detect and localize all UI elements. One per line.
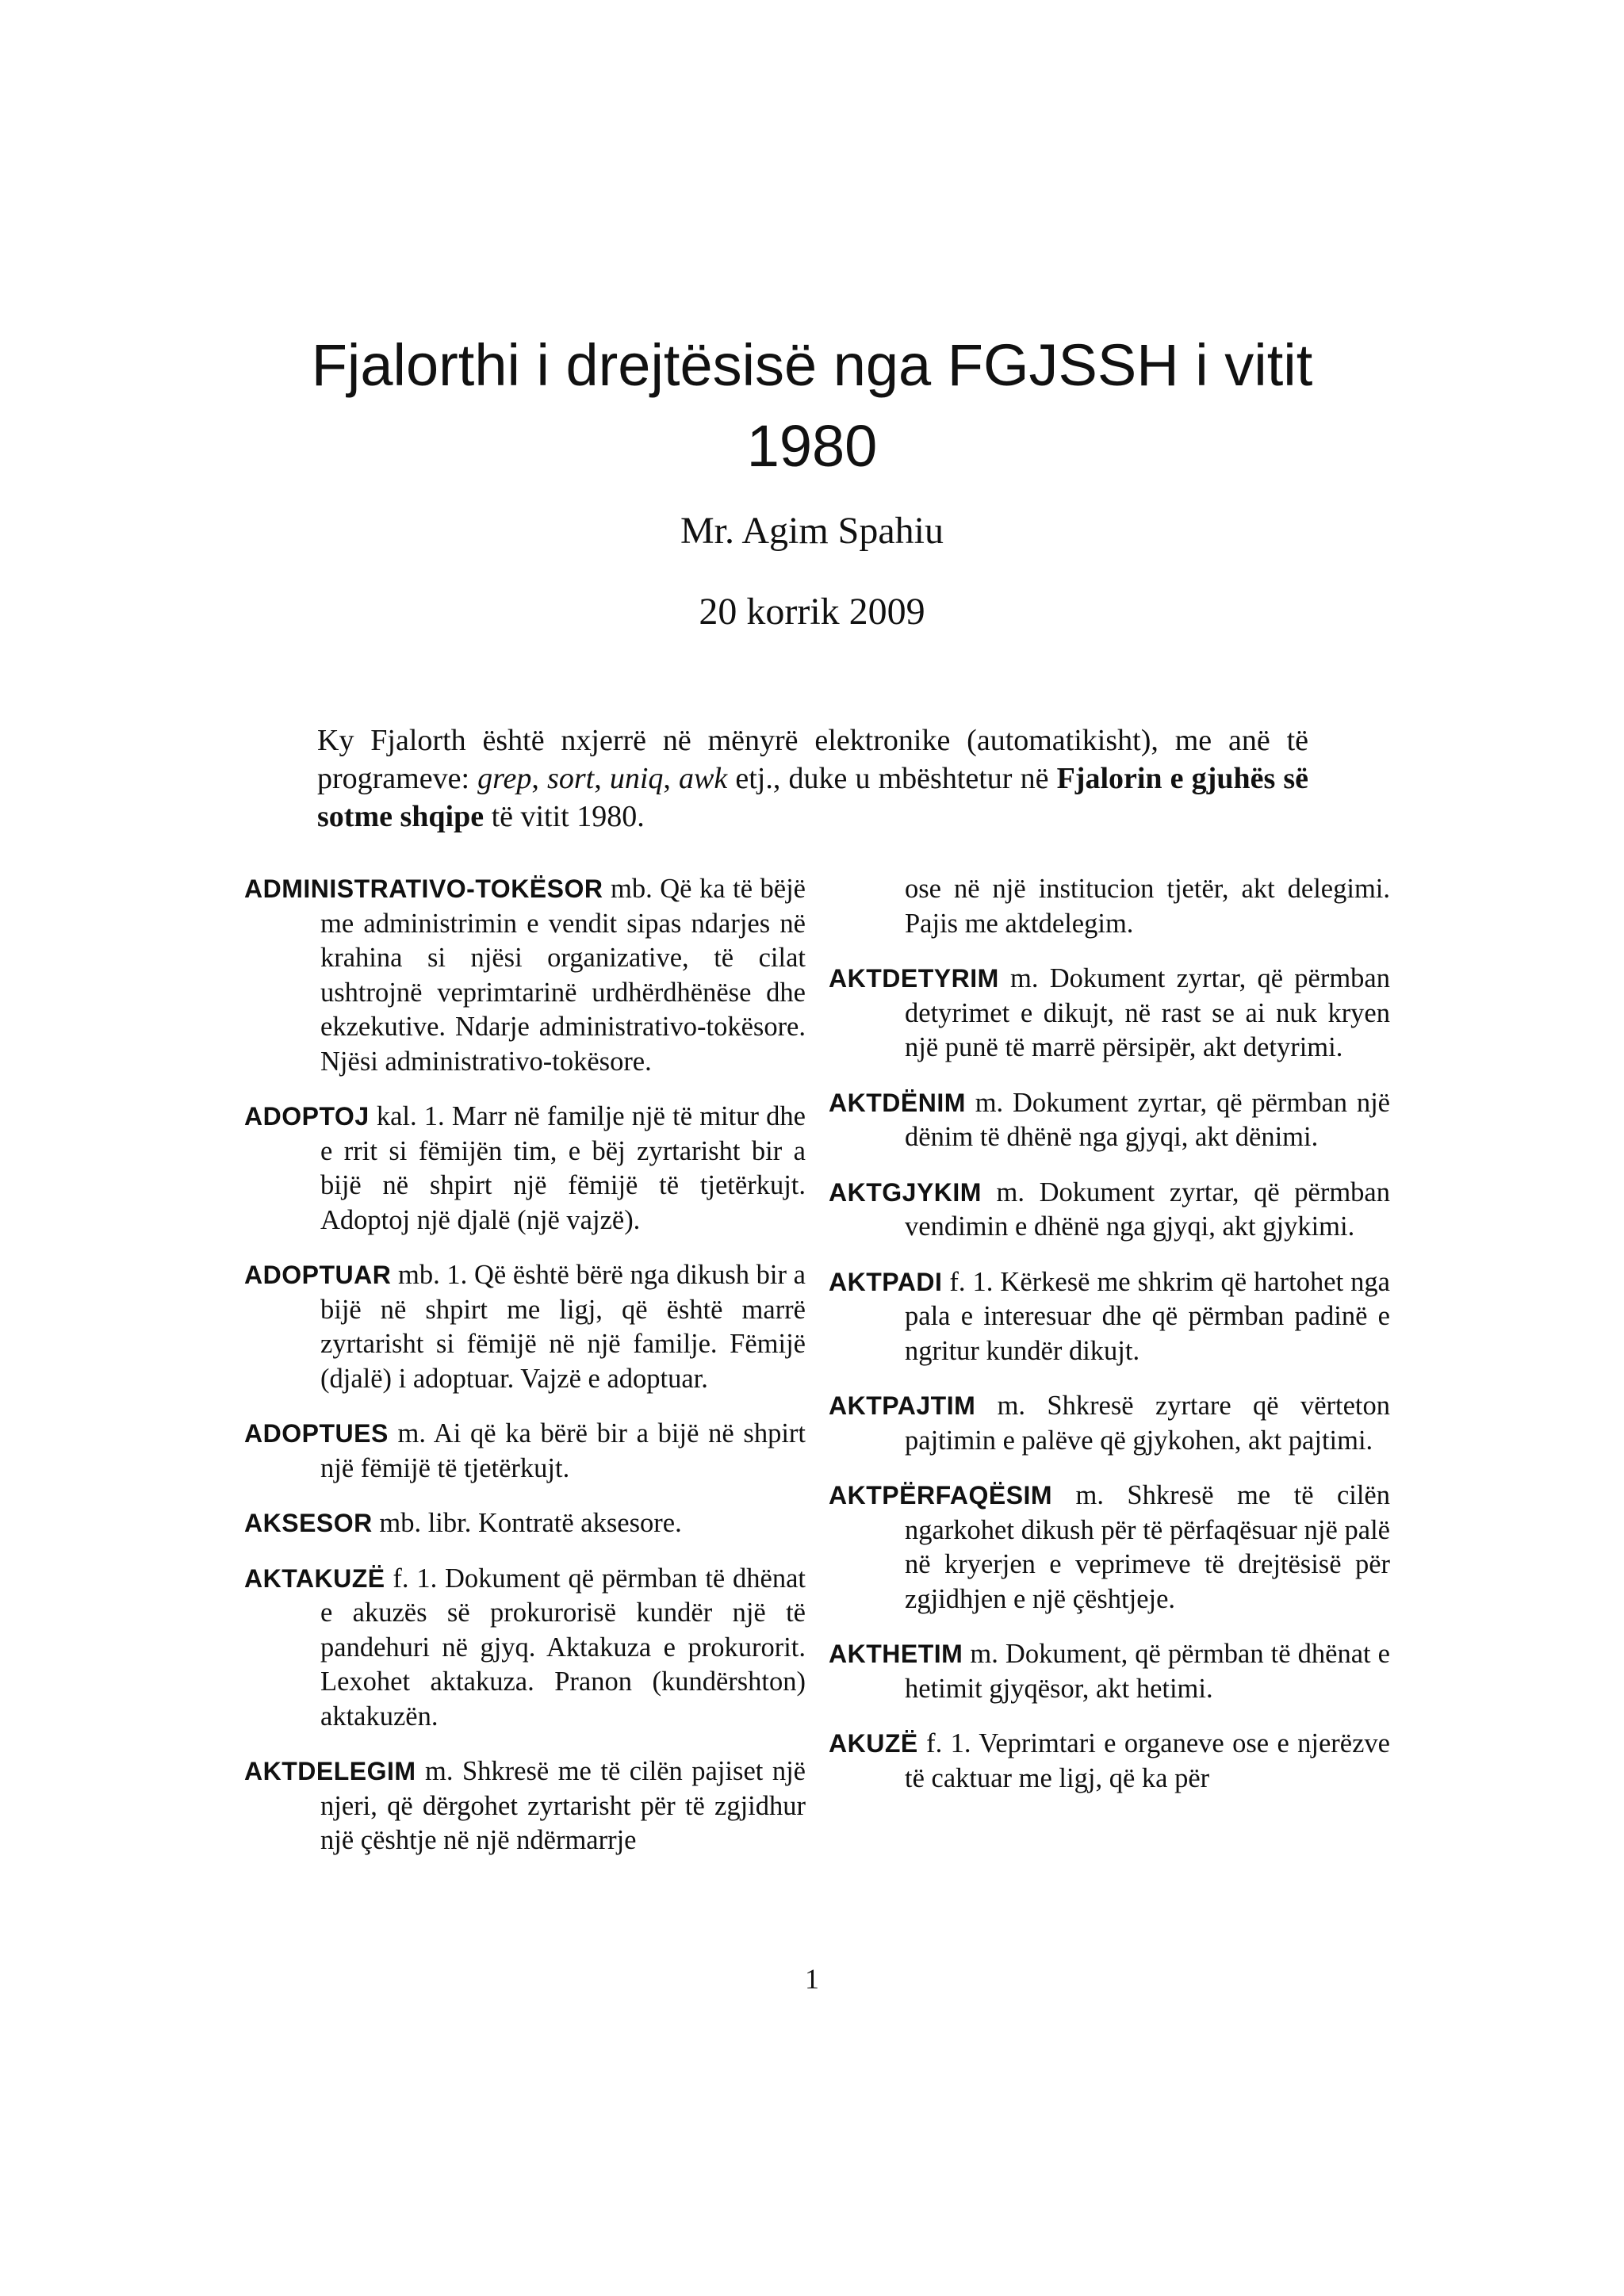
- abstract: [317, 721, 1308, 836]
- definition: m. Dokument zyrtar, që përmban detyrimet e dikujt, në rast se ai nuk kryen një punë të marrë përsipër, akt detyrimi.: [905, 963, 1390, 1062]
- dictionary-entry: [244, 1417, 806, 1486]
- headword: ADOPTOJ: [244, 1102, 370, 1131]
- definition: m. Shkresë zyrtare që vërteton pajtimin e palëve që gjykohen, akt pajtimi.: [905, 1391, 1390, 1456]
- definition: mb. 1. Që është bërë nga dikush bir a bijë në shpirt me ligj, që është marrë zyrtarisht si fëmijë në një familje. Fëmijë (djalë) i adoptuar. Vajzë e adoptuar.: [320, 1260, 806, 1394]
- tool-name: grep: [477, 762, 532, 795]
- headword: AKTAKUZË: [244, 1563, 385, 1593]
- tool-name: awk: [679, 762, 728, 795]
- headword: AKTDELEGIM: [244, 1757, 416, 1785]
- dictionary-entry: [829, 1479, 1390, 1617]
- page-number: 1: [805, 1963, 819, 1995]
- headword: AKTHETIM: [829, 1640, 963, 1668]
- tool-name: uniq: [609, 762, 664, 795]
- abstract-text: të vitit 1980.: [484, 800, 645, 833]
- headword: AKTDETYRIM: [829, 964, 999, 993]
- headword: AKTPËRFAQËSIM: [829, 1481, 1053, 1510]
- dictionary-entry: [829, 1176, 1390, 1245]
- definition: f. 1. Dokument që përmban të dhënat e akuzës së prokurorisë kundër një të pandehuri në gjyq. Aktakuza e prokurorit. Lexohet aktakuza. Pranon (kundërshton) aktakuzën.: [320, 1563, 806, 1732]
- definition: m. Shkresë me të cilën ngarkohet dikush për të përfaqësuar një palë në kryerjen e veprimeve të drejtësisë për zgjidhjen e një çështjeje.: [905, 1480, 1390, 1614]
- dictionary-entry: [244, 1755, 806, 1858]
- definition: mb. libr. Kontratë aksesore.: [372, 1508, 682, 1538]
- abstract-text: etj., duke u mbështetur në: [727, 762, 1057, 795]
- headword: ADOPTUAR: [244, 1261, 392, 1289]
- headword: AKSESOR: [244, 1509, 373, 1537]
- right-column: [829, 872, 1390, 1816]
- dictionary-name: Fjalorin e gjuhës së sotme shqipe: [317, 762, 1309, 833]
- tool-name: sort: [547, 762, 595, 795]
- headword: AKTPADI: [829, 1267, 943, 1296]
- dictionary-entry: [829, 962, 1390, 1066]
- dictionary-entry: [829, 1389, 1390, 1458]
- dictionary-entry: [244, 1562, 806, 1735]
- definition: mb. Që ka të bëjë me administrimin e vendit sipas ndarjes në krahina si njësi organizative, të cilat ushtrojnë veprimtarinë urdhërdhënëse dhe ekzekutive. Ndarje administrativo-tokësore. Njësi administrativo-tokësore.: [320, 874, 806, 1077]
- dictionary-entry: [829, 1727, 1390, 1796]
- entry-continuation: ose në një institucion tjetër, akt delegimi. Pajis me aktdelegim.: [905, 874, 1390, 939]
- date: 20 korrik 2009: [699, 591, 925, 633]
- title-line-2: 1980: [746, 413, 878, 479]
- separator: ,: [531, 762, 548, 795]
- dictionary-entry: [829, 1637, 1390, 1706]
- dictionary-entry: [829, 1265, 1390, 1369]
- definition: m. Dokument zyrtar, që përmban vendimin e dhënë nga gjyqi, akt gjykimi.: [905, 1177, 1390, 1242]
- headword: AKTGJYKIM: [829, 1177, 982, 1207]
- left-column: [244, 872, 806, 1879]
- headword: ADMINISTRATIVO-TOKËSOR: [244, 874, 603, 903]
- definition: f. 1. Kërkesë me shkrim që hartohet nga pala e interesuar dhe që përmban padinë e ngritur kundër dikujt.: [905, 1266, 1390, 1366]
- document-title: [0, 325, 1624, 487]
- definition: m. Dokument zyrtar, që përmban një dënim të dhënë nga gjyqi, akt dënimi.: [905, 1087, 1390, 1152]
- separator: ,: [594, 762, 610, 795]
- definition: m. Dokument, që përmban të dhënat e hetimit gjyqësor, akt hetimi.: [905, 1639, 1390, 1704]
- dictionary-entry: [244, 872, 806, 1079]
- definition: kal. 1. Marr në familje një të mitur dhe e rrit si fëmijën tim, e bëj zyrtarisht bir a bijë në shpirt një fëmijë të tjetërkujt. Adoptoj një djalë (një vajzë).: [320, 1101, 806, 1235]
- dictionary-entry: [829, 1086, 1390, 1155]
- abstract-text: Ky Fjalorth është nxjerrë në mënyrë elektronike (automatikisht), me anë të programeve:: [317, 724, 1308, 795]
- headword: ADOPTUES: [244, 1419, 389, 1448]
- definition: f. 1. Veprimtari e organeve ose e njerëzve të caktuar me ligj, që ka për: [905, 1728, 1390, 1793]
- author: Mr. Agim Spahiu: [680, 510, 944, 552]
- dictionary-entry: [244, 1258, 806, 1396]
- headword: AKUZË: [829, 1729, 918, 1758]
- definition: m. Ai që ka bërë bir a bijë në shpirt një fëmijë të tjetërkujt.: [320, 1418, 806, 1483]
- dictionary-entry: [244, 1506, 806, 1541]
- separator: ,: [663, 762, 680, 795]
- dictionary-entry: [244, 1100, 806, 1238]
- definition: m. Shkresë me të cilën pajiset një njeri, që dërgohet zyrtarisht për të zgjidhur një çështje në një ndërmarrje: [320, 1756, 806, 1855]
- headword: AKTPAJTIM: [829, 1391, 976, 1420]
- title-line-1: Fjalorthi i drejtësisë nga FGJSSH i vitit: [311, 332, 1313, 398]
- headword: AKTDËNIM: [829, 1088, 966, 1117]
